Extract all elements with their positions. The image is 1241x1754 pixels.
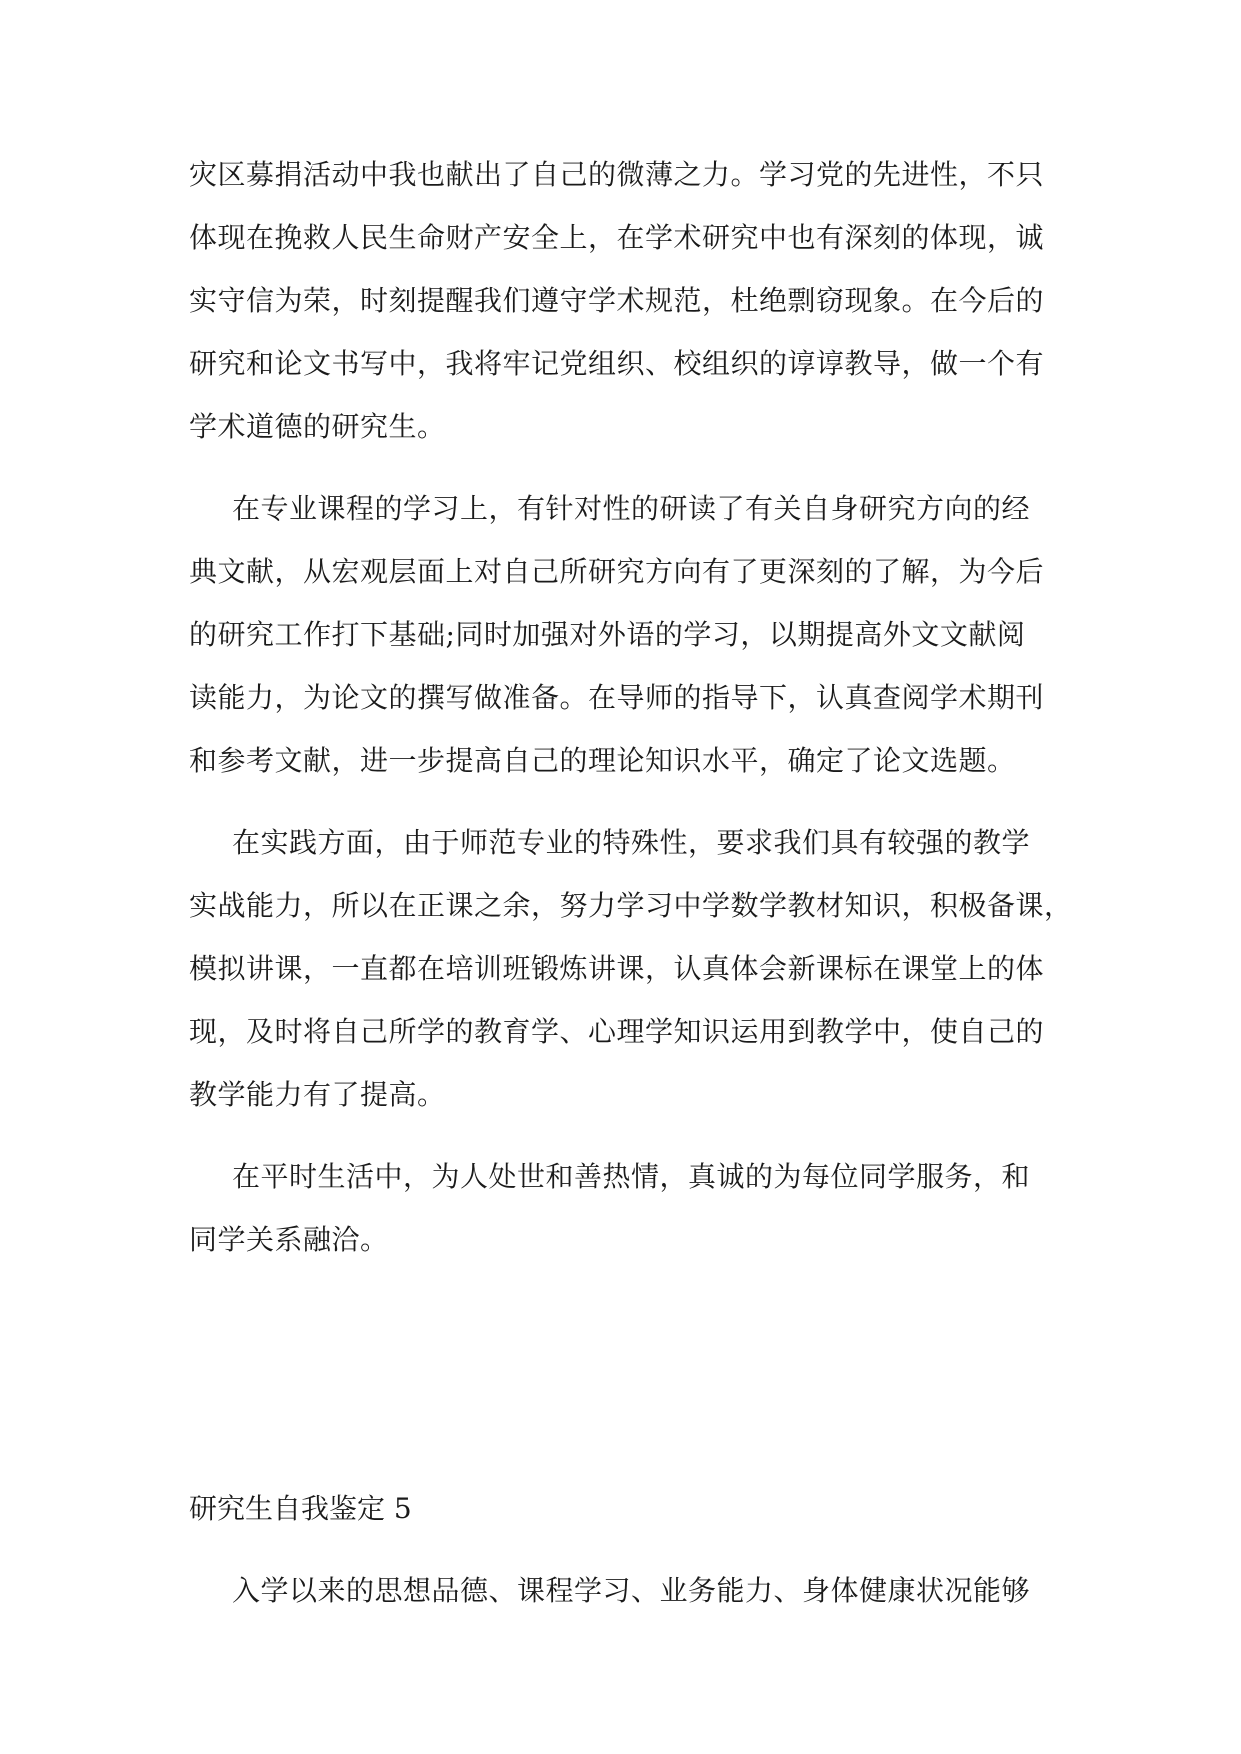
paragraph-1-line-4: 研究和论文书写中，我将牢记党组织、校组织的谆谆教导，做一个有 [189, 347, 1045, 380]
paragraph-3-line-5: 教学能力有了提高。 [189, 1078, 446, 1111]
paragraph-4-line-2: 同学关系融洽。 [189, 1223, 389, 1256]
paragraph-2-line-1: 在专业课程的学习上，有针对性的研读了有关自身研究方向的经 [232, 492, 1031, 525]
paragraph-2-line-3: 的研究工作打下基础;同时加强对外语的学习，以期提高外文文献阅 [189, 618, 1026, 651]
paragraph-3-line-2: 实战能力，所以在正课之余，努力学习中学数学教材知识，积极备课， [189, 889, 1073, 922]
paragraph-1-line-3: 实守信为荣，时刻提醒我们遵守学术规范，杜绝剽窃现象。在今后的 [189, 284, 1045, 317]
paragraph-3-line-1: 在实践方面，由于师范专业的特殊性，要求我们具有较强的教学 [232, 826, 1031, 859]
paragraph-2-line-4: 读能力，为论文的撰写做准备。在导师的指导下，认真查阅学术期刊 [189, 681, 1045, 714]
section-heading: 研究生自我鉴定 5 [189, 1492, 412, 1525]
paragraph-1-line-5: 学术道德的研究生。 [189, 410, 446, 443]
paragraph-2-line-2: 典文献，从宏观层面上对自己所研究方向有了更深刻的了解，为今后 [189, 555, 1045, 588]
paragraph-3-line-3: 模拟讲课，一直都在培训班锻炼讲课，认真体会新课标在课堂上的体 [189, 952, 1045, 985]
paragraph-4-line-1: 在平时生活中，为人处世和善热情，真诚的为每位同学服务，和 [232, 1160, 1031, 1193]
paragraph-1-line-1: 灾区募捐活动中我也献出了自己的微薄之力。学习党的先进性，不只 [189, 158, 1045, 191]
paragraph-5-line-1: 入学以来的思想品德、课程学习、业务能力、身体健康状况能够 [232, 1574, 1031, 1607]
paragraph-2-line-5: 和参考文献，进一步提高自己的理论知识水平，确定了论文选题。 [189, 744, 1016, 777]
paragraph-1-line-2: 体现在挽救人民生命财产安全上，在学术研究中也有深刻的体现，诚 [189, 221, 1045, 254]
paragraph-3-line-4: 现，及时将自己所学的教育学、心理学知识运用到教学中，使自己的 [189, 1015, 1045, 1048]
